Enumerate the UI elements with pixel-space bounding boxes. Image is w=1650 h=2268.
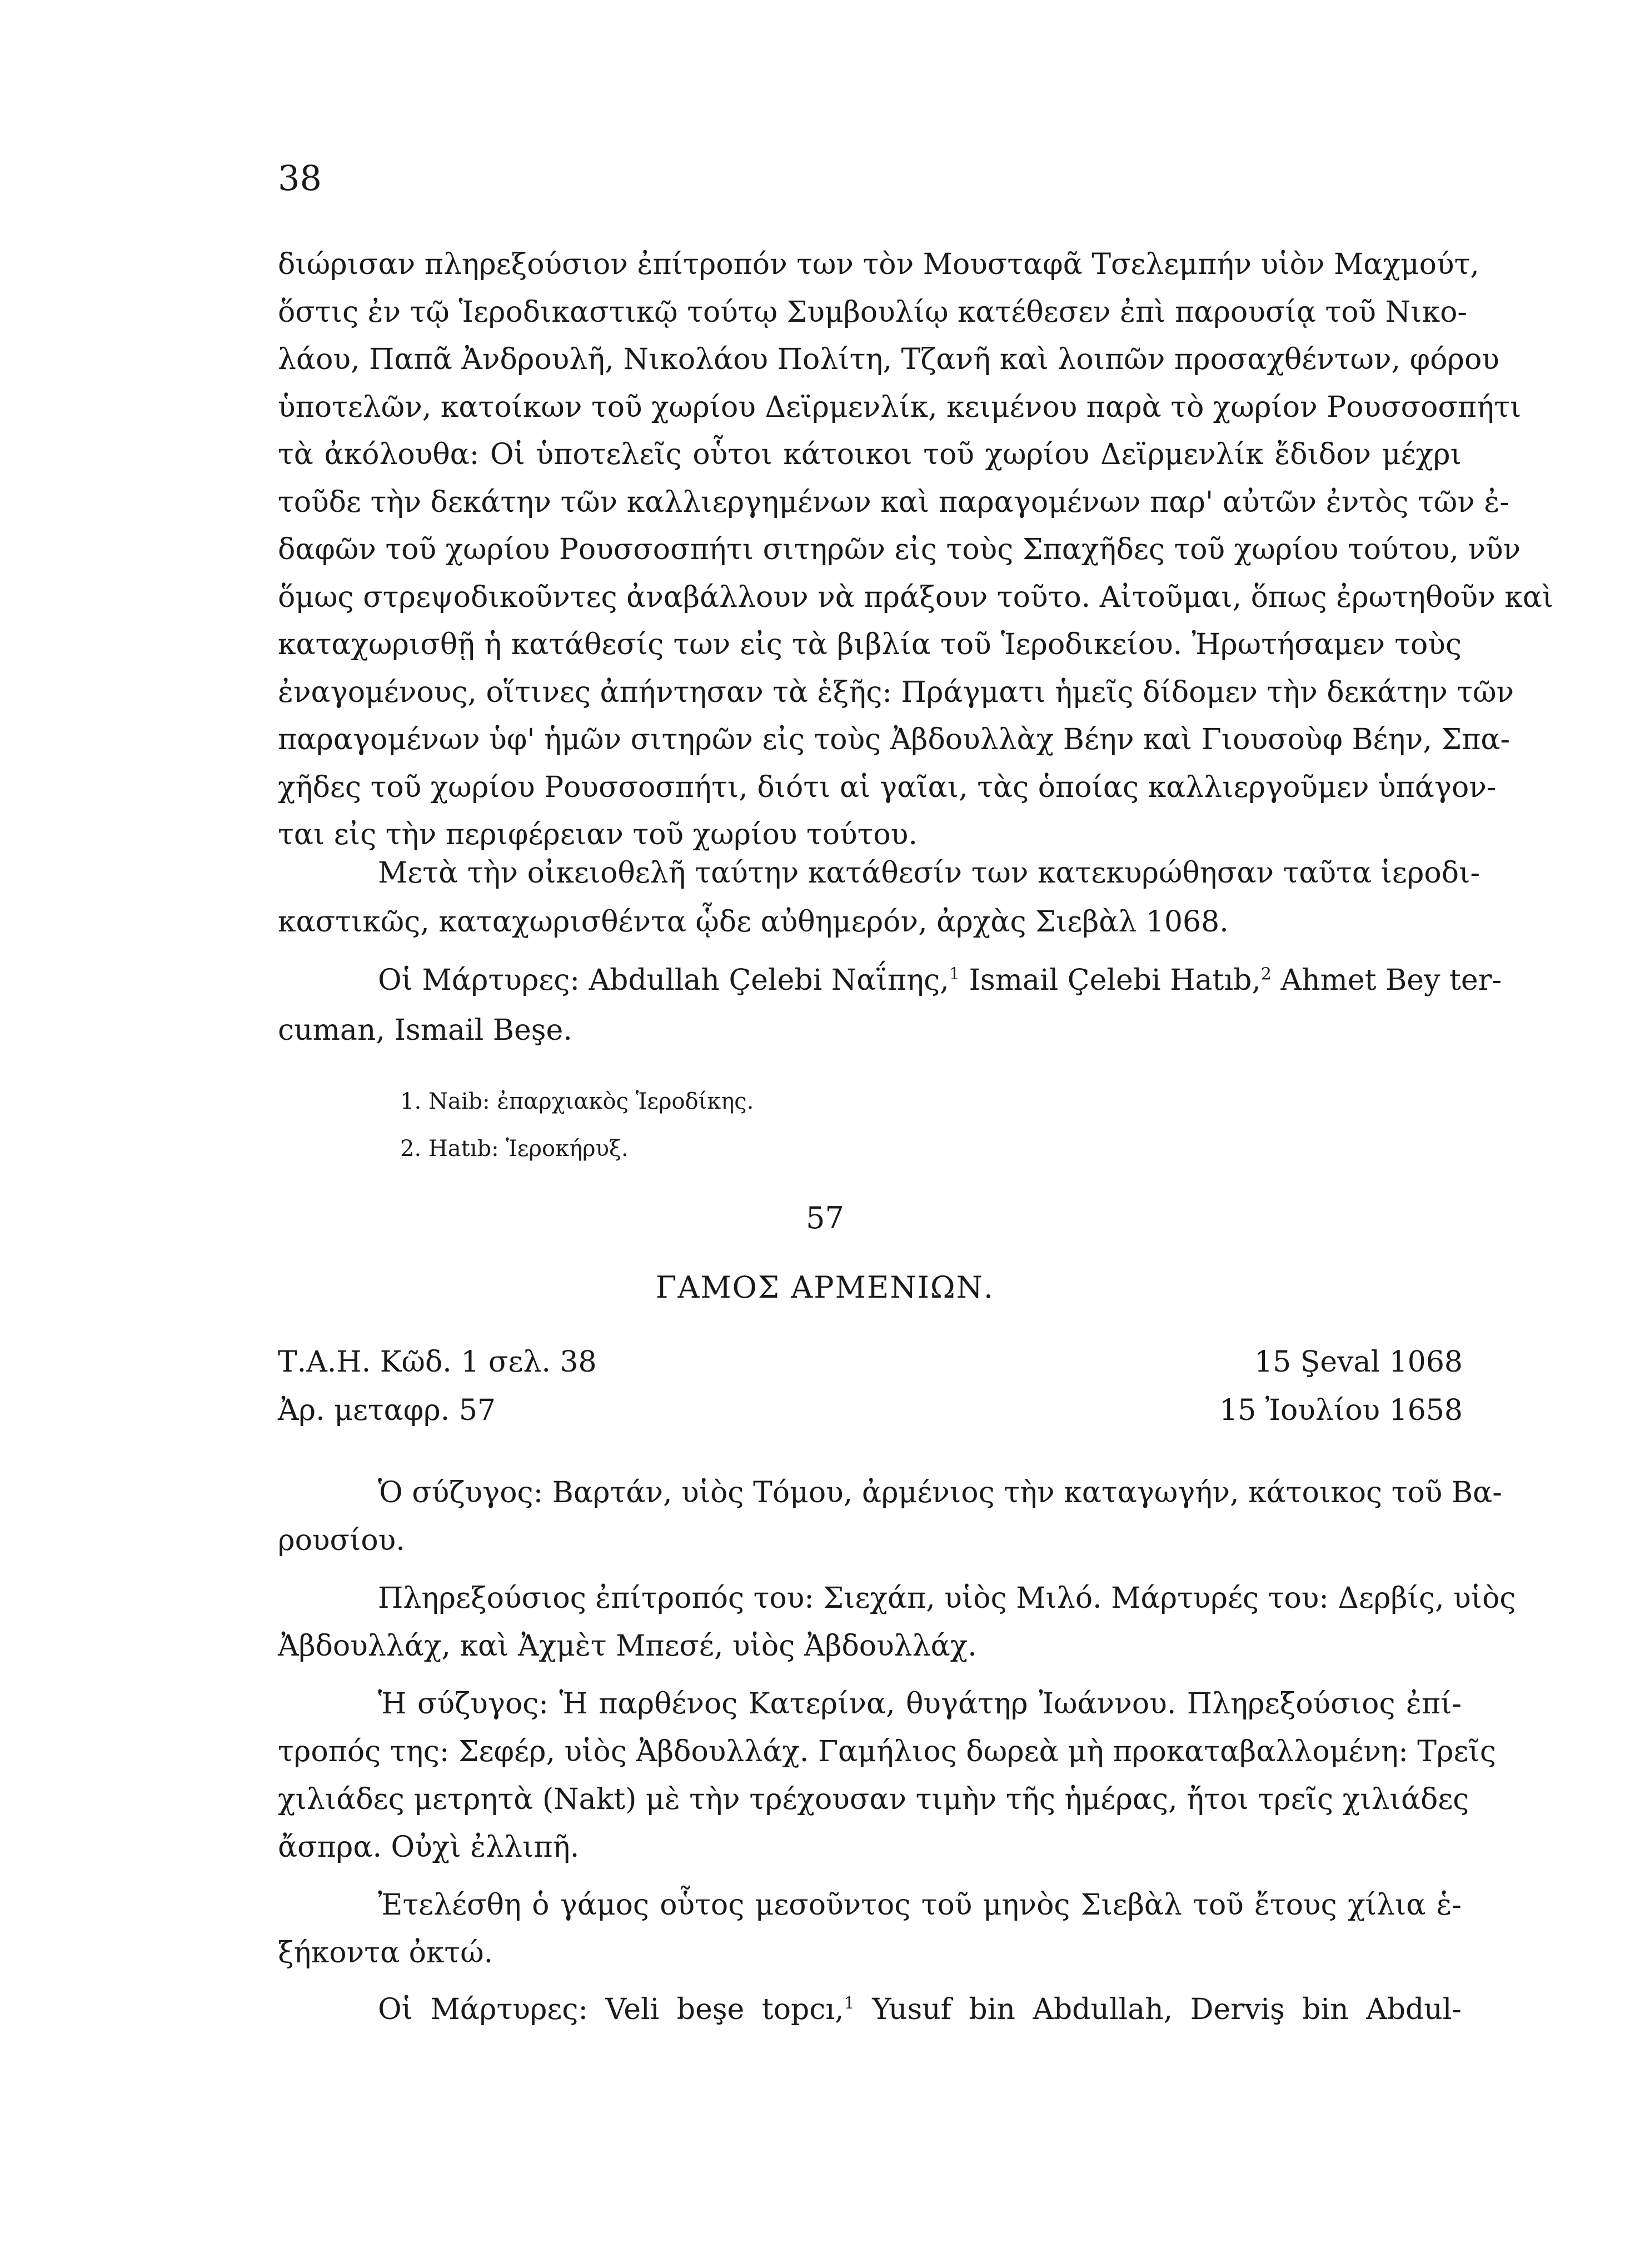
ceremony-paragraph: [278, 1888, 1462, 1986]
text-line: cuman, Ismail Beşe.: [278, 1014, 572, 1047]
page-number: 38: [278, 158, 322, 198]
text-line: ὑποτελῶν, κατοίκων τοῦ χωρίου Δεϊρμενλίκ, κειμένου παρὰ τὸ χωρίον Ρουσσοσπήτι: [278, 390, 1522, 424]
footnote: 2. Hatıb: Ἱεροκήρυξ.: [400, 1136, 629, 1162]
marriage-witnesses-paragraph: [278, 1995, 1462, 2043]
witnesses-text: Ismail Çelebi Hatıb,: [959, 964, 1261, 997]
groom-paragraph: [278, 1476, 1502, 1574]
footnote-marker: 1: [949, 964, 960, 984]
gregorian-date: 15 Ἰουλίου 1658: [1219, 1394, 1463, 1427]
bride-paragraph: [278, 1687, 1496, 1881]
text-line: λάου, Παπᾶ Ἀνδρουλῆ, Νικολάου Πολίτη, Τζανῆ καὶ λοιπῶν προσαχθέντων, φόρου: [278, 343, 1499, 376]
text-line: ὅστις ἐν τῷ Ἱεροδικαστικῷ τούτῳ Συμβουλίῳ κατέθεσεν ἐπὶ παρουσίᾳ τοῦ Νικο-: [278, 295, 1467, 329]
document-title: ΓΑΜΟΣ ΑΡΜΕΝΙΩΝ.: [655, 1270, 995, 1305]
text-line: καστικῶς, καταχωρισθέντα ᾧδε αὐθημερόν, ἀρχὰς Σιεβὰλ 1068.: [278, 905, 1229, 939]
footnote: 1. Naib: ἐπαρχιακὸς Ἱεροδίκης.: [400, 1089, 754, 1114]
hijri-date: 15 Şeval 1068: [1254, 1345, 1463, 1379]
text-line: τὰ ἀκόλουθα: Οἱ ὑποτελεῖς οὗτοι κάτοικοι τοῦ χωρίου Δεϊρμενλίκ ἔδιδον μέχρι: [278, 438, 1462, 471]
witnesses-text: Yusuf bin Abdullah, Derviş bin Abdul-: [854, 1993, 1462, 2026]
text-line: ρουσίου.: [278, 1524, 405, 1557]
codex-reference: Τ.Α.Η. Κῶδ. 1 σελ. 38: [278, 1345, 597, 1379]
witnesses-text: Ahmet Bey ter-: [1272, 964, 1502, 997]
text-line: [278, 964, 1502, 1016]
text-line: [278, 1995, 1462, 2043]
text-line: ξήκοντα ὀκτώ.: [278, 1936, 493, 1970]
footnote-marker: 1: [844, 1993, 855, 2013]
text-line: ὅμως στρεψοδικοῦντες ἀναβάλλουν νὰ πράξουν τοῦτο. Αἰτοῦμαι, ὅπως ἐρωτηθοῦν καὶ: [278, 580, 1554, 614]
witnesses-text: Οἱ Μάρτυρες: Abdullah Çelebi Ναΐπης,: [378, 964, 949, 997]
text-line: Ὁ σύζυγος: Βαρτάν, υἱὸς Τόμου, ἀρμένιος τὴν καταγωγήν, κάτοικος τοῦ Βα-: [378, 1476, 1502, 1509]
text-line: διώρισαν πληρεξούσιον ἐπίτροπόν των τὸν Μουσταφᾶ Τσελεμπήν υἱὸν Μαχμούτ,: [278, 248, 1479, 281]
text-line: Ἀβδουλλάχ, καὶ Ἀχμὲτ Μπεσέ, υἱὸς Ἀβδουλλάχ.: [278, 1629, 977, 1663]
text-line: ἐναγομένους, οἵτινες ἀπήντησαν τὰ ἑξῆς: Πράγματι ἡμεῖς δίδομεν τὴν δεκάτην τῶν: [278, 675, 1514, 709]
text-line: δαφῶν τοῦ χωρίου Ρουσσοσπήτι σιτηρῶν εἰς τοὺς Σπαχῆδες τοῦ χωρίου τούτου, νῦν: [278, 533, 1521, 566]
witnesses-paragraph: [278, 964, 1502, 1066]
text-line: Πληρεξούσιος ἐπίτροπός του: Σιεχάπ, υἱὸς Μιλό. Μάρτυρές του: Δερβίς, υἱὸς: [378, 1582, 1516, 1615]
footnote-marker: 2: [1260, 964, 1272, 984]
proxy-paragraph: [278, 1582, 1516, 1679]
body-paragraph: [278, 248, 1554, 868]
text-line: τροπός της: Σεφέρ, υἱὸς Ἀβδουλλάχ. Γαμήλιος δωρεὰ μὴ προκαταβαλλομένη: Τρεῖς: [278, 1735, 1496, 1768]
text-line: χῆδες τοῦ χωρίου Ρουσσοσπήτι, διότι αἱ γαῖαι, τὰς ὁποίας καλλιεργοῦμεν ὑπάγον-: [278, 770, 1497, 804]
text-line: χιλιάδες μετρητὰ (Nakt) μὲ τὴν τρέχουσαν τιμὴν τῆς ἡμέρας, ἤτοι τρεῖς χιλιάδες: [278, 1783, 1469, 1816]
text-line: ἄσπρα. Οὐχὶ ἐλλιπῆ.: [278, 1831, 580, 1864]
document-number: 57: [806, 1200, 844, 1235]
witnesses-text: Οἱ Μάρτυρες: Veli beşe topcı,: [378, 1993, 844, 2026]
text-line: Ἡ σύζυγος: Ἡ παρθένος Κατερίνα, θυγάτηρ Ἰωάννου. Πληρεξούσιος ἐπί-: [378, 1687, 1462, 1721]
ratification-paragraph: [278, 856, 1480, 956]
text-line: τοῦδε τὴν δεκάτην τῶν καλλιεργημένων καὶ παραγομένων παρ' αὐτῶν ἐντὸς τῶν ἐ-: [278, 485, 1509, 519]
text-line: ται εἰς τὴν περιφέρειαν τοῦ χωρίου τούτου.: [278, 818, 918, 851]
text-line: Ἐτελέσθη ὁ γάμος οὗτος μεσοῦντος τοῦ μηνὸς Σιεβὰλ τοῦ ἔτους χίλια ἑ-: [378, 1888, 1462, 1922]
text-line: παραγομένων ὑφ' ἡμῶν σιτηρῶν εἰς τοὺς Ἀβδουλλὰχ Βέην καὶ Γιουσοὺφ Βέην, Σπα-: [278, 723, 1511, 756]
translation-number: Ἀρ. μεταφρ. 57: [278, 1394, 496, 1427]
text-line: καταχωρισθῇ ἡ κατάθεσίς των εἰς τὰ βιβλία τοῦ Ἱεροδικείου. Ἠρωτήσαμεν τοὺς: [278, 628, 1462, 661]
text-line: Μετὰ τὴν οἰκειοθελῆ ταύτην κατάθεσίν των κατεκυρώθησαν ταῦτα ἱεροδι-: [378, 856, 1480, 890]
